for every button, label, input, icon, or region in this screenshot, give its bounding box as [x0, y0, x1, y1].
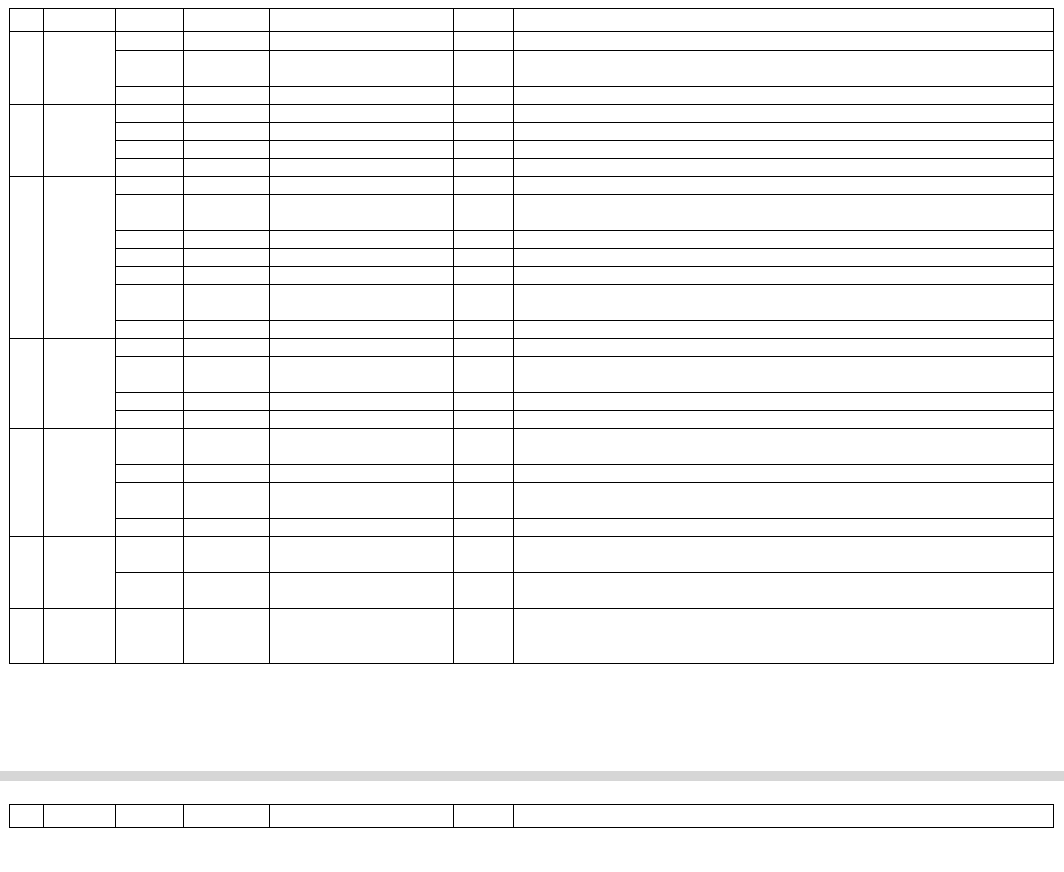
admission-score [454, 195, 514, 231]
plan-category [270, 231, 454, 249]
header-row [10, 805, 1054, 828]
plan-code [116, 357, 184, 393]
header-seq [10, 9, 44, 32]
admission-criteria [514, 573, 1054, 609]
row-seq [10, 177, 44, 339]
plan-code [116, 285, 184, 321]
table-row [10, 519, 1054, 537]
school-name [44, 32, 116, 105]
plan-code [116, 519, 184, 537]
table-row [10, 357, 1054, 393]
admission-criteria [514, 87, 1054, 105]
batch-name [184, 519, 270, 537]
plan-code [116, 609, 184, 664]
header-school [44, 805, 116, 828]
admission-criteria [514, 123, 1054, 141]
plan-code [116, 465, 184, 483]
admission-criteria [514, 231, 1054, 249]
admission-score [454, 249, 514, 267]
batch-name [184, 231, 270, 249]
table-row [10, 537, 1054, 573]
batch-name [184, 87, 270, 105]
admission-score [454, 159, 514, 177]
table-row [10, 393, 1054, 411]
batch-name [184, 339, 270, 357]
table-row [10, 32, 1054, 51]
admission-score [454, 411, 514, 429]
header-row [10, 9, 1054, 32]
admission-score [454, 357, 514, 393]
page-divider [0, 771, 1064, 781]
admission-score [454, 32, 514, 51]
admission-criteria [514, 51, 1054, 87]
school-name [44, 105, 116, 177]
header-seq [10, 805, 44, 828]
admission-score [454, 537, 514, 573]
table-row [10, 339, 1054, 357]
admission-score [454, 105, 514, 123]
plan-code [116, 159, 184, 177]
admission-criteria [514, 393, 1054, 411]
plan-category [270, 105, 454, 123]
header-batch [184, 805, 270, 828]
table-row [10, 465, 1054, 483]
header-score [454, 805, 514, 828]
plan-code [116, 483, 184, 519]
admission-criteria [514, 609, 1054, 664]
batch-name [184, 393, 270, 411]
admission-score [454, 123, 514, 141]
plan-category [270, 249, 454, 267]
header-category [270, 805, 454, 828]
table-row [10, 321, 1054, 339]
batch-name [184, 51, 270, 87]
plan-code [116, 267, 184, 285]
school-name [44, 609, 116, 664]
row-seq [10, 339, 44, 429]
table-row [10, 609, 1054, 664]
plan-category [270, 411, 454, 429]
table-row [10, 411, 1054, 429]
batch-name [184, 285, 270, 321]
admission-table-page-6 [9, 8, 1054, 664]
admission-criteria [514, 429, 1054, 465]
batch-name [184, 159, 270, 177]
batch-name [184, 195, 270, 231]
plan-code [116, 105, 184, 123]
plan-code [116, 123, 184, 141]
header-category [270, 9, 454, 32]
plan-category [270, 177, 454, 195]
row-seq [10, 429, 44, 537]
plan-category [270, 195, 454, 231]
plan-code [116, 87, 184, 105]
plan-category [270, 429, 454, 465]
admission-score [454, 519, 514, 537]
plan-category [270, 123, 454, 141]
admission-score [454, 339, 514, 357]
admission-criteria [514, 177, 1054, 195]
batch-name [184, 267, 270, 285]
batch-name [184, 411, 270, 429]
admission-criteria [514, 321, 1054, 339]
plan-category [270, 465, 454, 483]
plan-category [270, 285, 454, 321]
row-seq [10, 537, 44, 609]
batch-name [184, 429, 270, 465]
row-seq [10, 32, 44, 105]
plan-category [270, 393, 454, 411]
plan-code [116, 231, 184, 249]
admission-score [454, 177, 514, 195]
school-name [44, 339, 116, 429]
plan-code [116, 321, 184, 339]
admission-score [454, 87, 514, 105]
admission-score [454, 429, 514, 465]
batch-name [184, 123, 270, 141]
plan-code [116, 32, 184, 51]
admission-table-page-7 [9, 804, 1054, 828]
table-row [10, 123, 1054, 141]
plan-code [116, 51, 184, 87]
admission-criteria [514, 32, 1054, 51]
table-body [10, 32, 1054, 664]
plan-category [270, 483, 454, 519]
admission-score [454, 51, 514, 87]
plan-category [270, 609, 454, 664]
plan-category [270, 51, 454, 87]
admission-criteria [514, 519, 1054, 537]
plan-category [270, 321, 454, 339]
plan-category [270, 159, 454, 177]
plan-code [116, 573, 184, 609]
table-row [10, 267, 1054, 285]
batch-name [184, 357, 270, 393]
header-school [44, 9, 116, 32]
plan-category [270, 87, 454, 105]
table-row [10, 573, 1054, 609]
admission-score [454, 483, 514, 519]
plan-category [270, 141, 454, 159]
admission-score [454, 393, 514, 411]
batch-name [184, 537, 270, 573]
admission-score [454, 267, 514, 285]
table-row [10, 483, 1054, 519]
admission-criteria [514, 537, 1054, 573]
table-row [10, 249, 1054, 267]
table-row [10, 231, 1054, 249]
header-code [116, 805, 184, 828]
plan-code [116, 429, 184, 465]
plan-code [116, 537, 184, 573]
plan-code [116, 339, 184, 357]
admission-criteria [514, 411, 1054, 429]
table-row [10, 141, 1054, 159]
plan-category [270, 537, 454, 573]
batch-name [184, 321, 270, 339]
batch-name [184, 141, 270, 159]
table-row [10, 51, 1054, 87]
batch-name [184, 32, 270, 51]
admission-criteria [514, 195, 1054, 231]
batch-name [184, 465, 270, 483]
admission-score [454, 231, 514, 249]
plan-code [116, 411, 184, 429]
plan-category [270, 573, 454, 609]
plan-code [116, 249, 184, 267]
table-row [10, 159, 1054, 177]
admission-criteria [514, 339, 1054, 357]
admission-criteria [514, 357, 1054, 393]
admission-criteria [514, 159, 1054, 177]
batch-name [184, 177, 270, 195]
admission-score [454, 609, 514, 664]
plan-code [116, 393, 184, 411]
header-criteria [514, 805, 1054, 828]
table-row [10, 105, 1054, 123]
admission-criteria [514, 285, 1054, 321]
admission-score [454, 465, 514, 483]
batch-name [184, 249, 270, 267]
header-score [454, 9, 514, 32]
row-seq [10, 105, 44, 177]
school-name [44, 537, 116, 609]
admission-criteria [514, 105, 1054, 123]
admission-score [454, 573, 514, 609]
admission-criteria [514, 465, 1054, 483]
admission-criteria [514, 249, 1054, 267]
plan-code [116, 195, 184, 231]
table-row [10, 177, 1054, 195]
plan-category [270, 32, 454, 51]
plan-code [116, 177, 184, 195]
batch-name [184, 573, 270, 609]
plan-category [270, 357, 454, 393]
plan-category [270, 339, 454, 357]
admission-score [454, 141, 514, 159]
admission-criteria [514, 483, 1054, 519]
header-batch [184, 9, 270, 32]
table-row [10, 87, 1054, 105]
header-criteria [514, 9, 1054, 32]
plan-code [116, 141, 184, 159]
school-name [44, 177, 116, 339]
admission-criteria [514, 267, 1054, 285]
admission-score [454, 285, 514, 321]
table-row [10, 285, 1054, 321]
admission-criteria [514, 141, 1054, 159]
plan-category [270, 519, 454, 537]
batch-name [184, 105, 270, 123]
school-name [44, 429, 116, 537]
admission-score [454, 321, 514, 339]
table-row [10, 195, 1054, 231]
plan-category [270, 267, 454, 285]
batch-name [184, 483, 270, 519]
row-seq [10, 609, 44, 664]
batch-name [184, 609, 270, 664]
table-row [10, 429, 1054, 465]
header-code [116, 9, 184, 32]
